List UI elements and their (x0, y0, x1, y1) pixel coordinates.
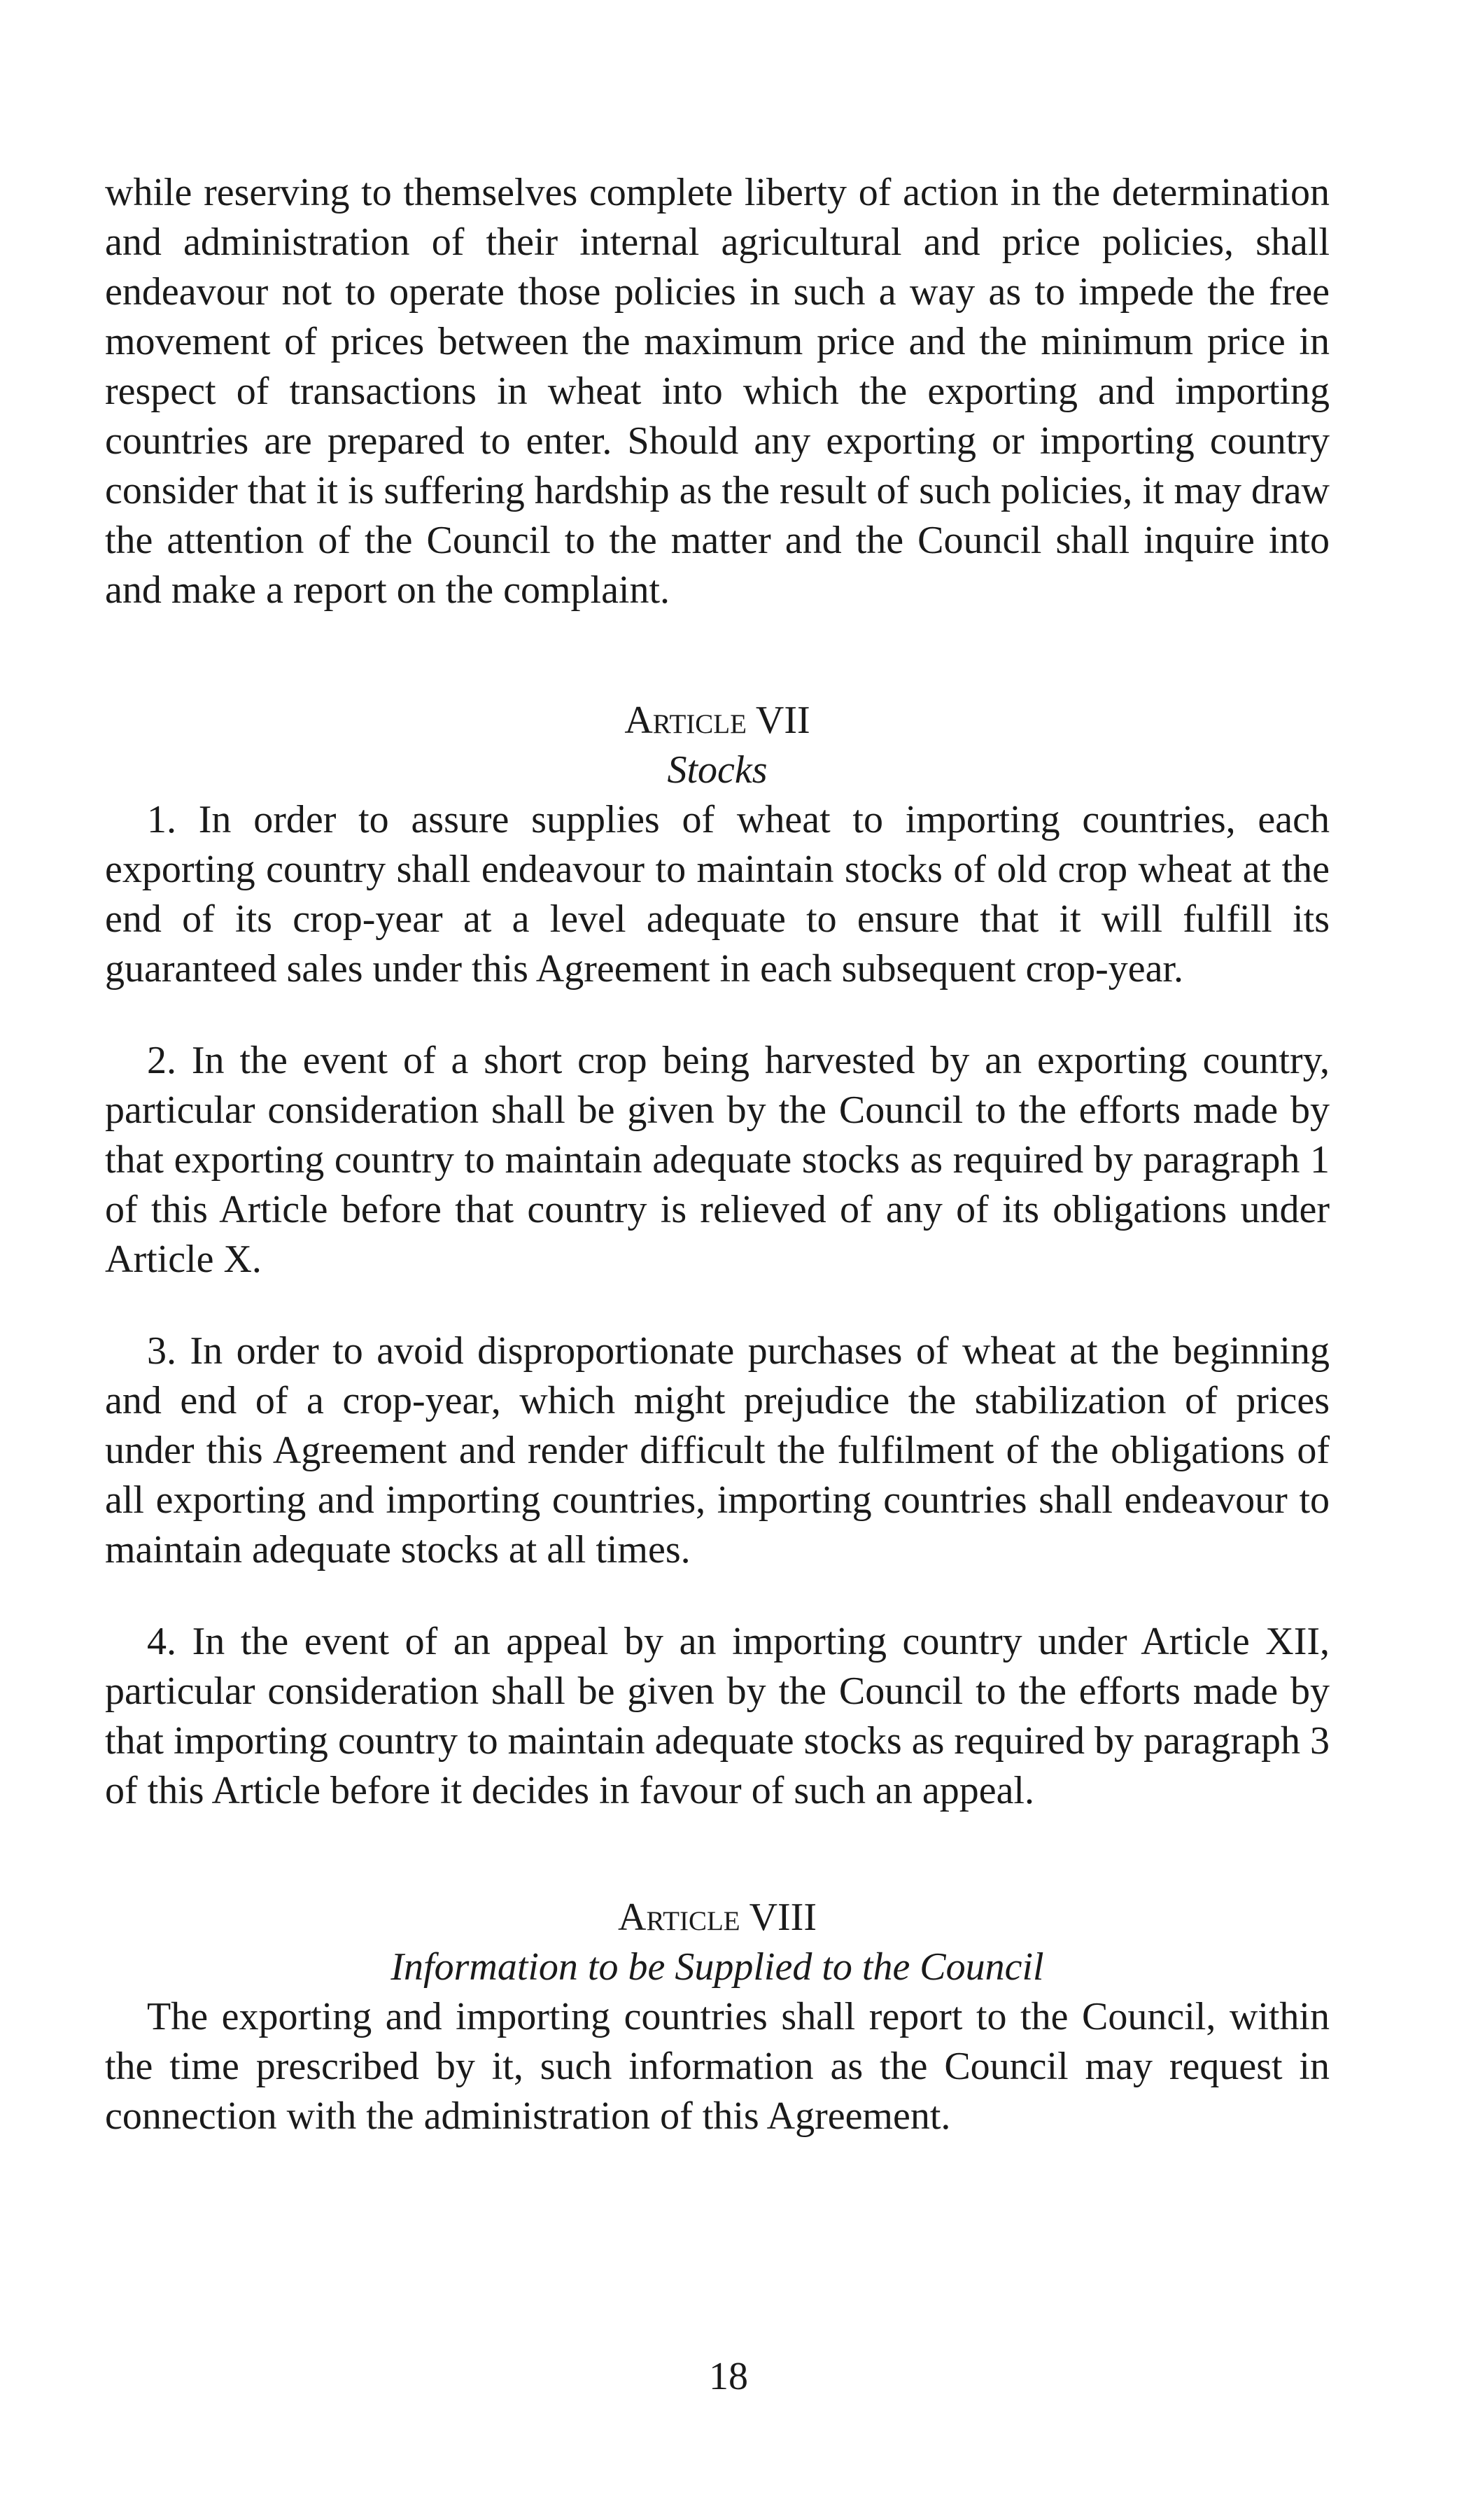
article-vii-heading (105, 696, 1330, 746)
article-viii-subtitle: Information to be Supplied to the Council (390, 1945, 1044, 1989)
article-viii-paragraph-1: The exporting and importing countries shall report to the Council, within the time prescribed by it, such information as the Council may request in connection with the administration of this Agreement. (105, 1995, 1330, 2138)
article-vii-heading-text: Article VII (624, 699, 810, 742)
continuation-paragraph: while reserving to themselves complete liberty of action in the determination and administration of their internal agricultural and price policies, shall endeavour not to operate those policies in such a way as to impede the free movement of prices between the maximum price and the minimum price in respect of transactions in wheat into which the exporting and importing countries are prepared to enter. Should any exporting or importing country consider that it is suffering hardship as the result of such policies, it may draw the attention of the Council to the matter and the Council shall inquire into and make a report on the complaint. (105, 171, 1330, 612)
article-viii-heading (105, 1893, 1330, 1942)
article-vii-subtitle: Stocks (667, 748, 768, 792)
page-number: 18 (709, 2355, 748, 2398)
article-vii-paragraph-3: 3. In order to avoid disproportionate purchases of wheat at the beginning and end of a crop-year, which might prejudice the stabilization of prices under this Agreement and render difficult the fulfilment of the obligations of all exporting and importing countries, importing countries shall endeavour to maintain adequate stocks at all times. (105, 1329, 1330, 1572)
article-viii-heading-text: Article VIII (618, 1896, 817, 1939)
article-vii-paragraph-1: 1. In order to assure supplies of wheat to importing countries, each exporting country shall endeavour to maintain stocks of old crop wheat at the end of its crop-year at a level adequate to ensure that it will fulfill its guaranteed sales under this Agreement in each subsequent crop-year. (105, 798, 1330, 990)
document-page (105, 168, 1330, 2141)
article-vii-paragraph-2: 2. In the event of a short crop being harvested by an exporting country, particular consideration shall be given by the Council to the efforts made by that exporting country to maintain adequate stocks as required by paragraph 1 of this Article before that country is relieved of any of its obligations under Article X. (105, 1039, 1330, 1281)
article-vii-paragraph-4: 4. In the event of an appeal by an importing country under Article XII, particular consideration shall be given by the Council to the efforts made by that importing country to maintain adequate stocks as required by paragraph 3 of this Article before it decides in favour of such an appeal. (105, 1620, 1330, 1812)
